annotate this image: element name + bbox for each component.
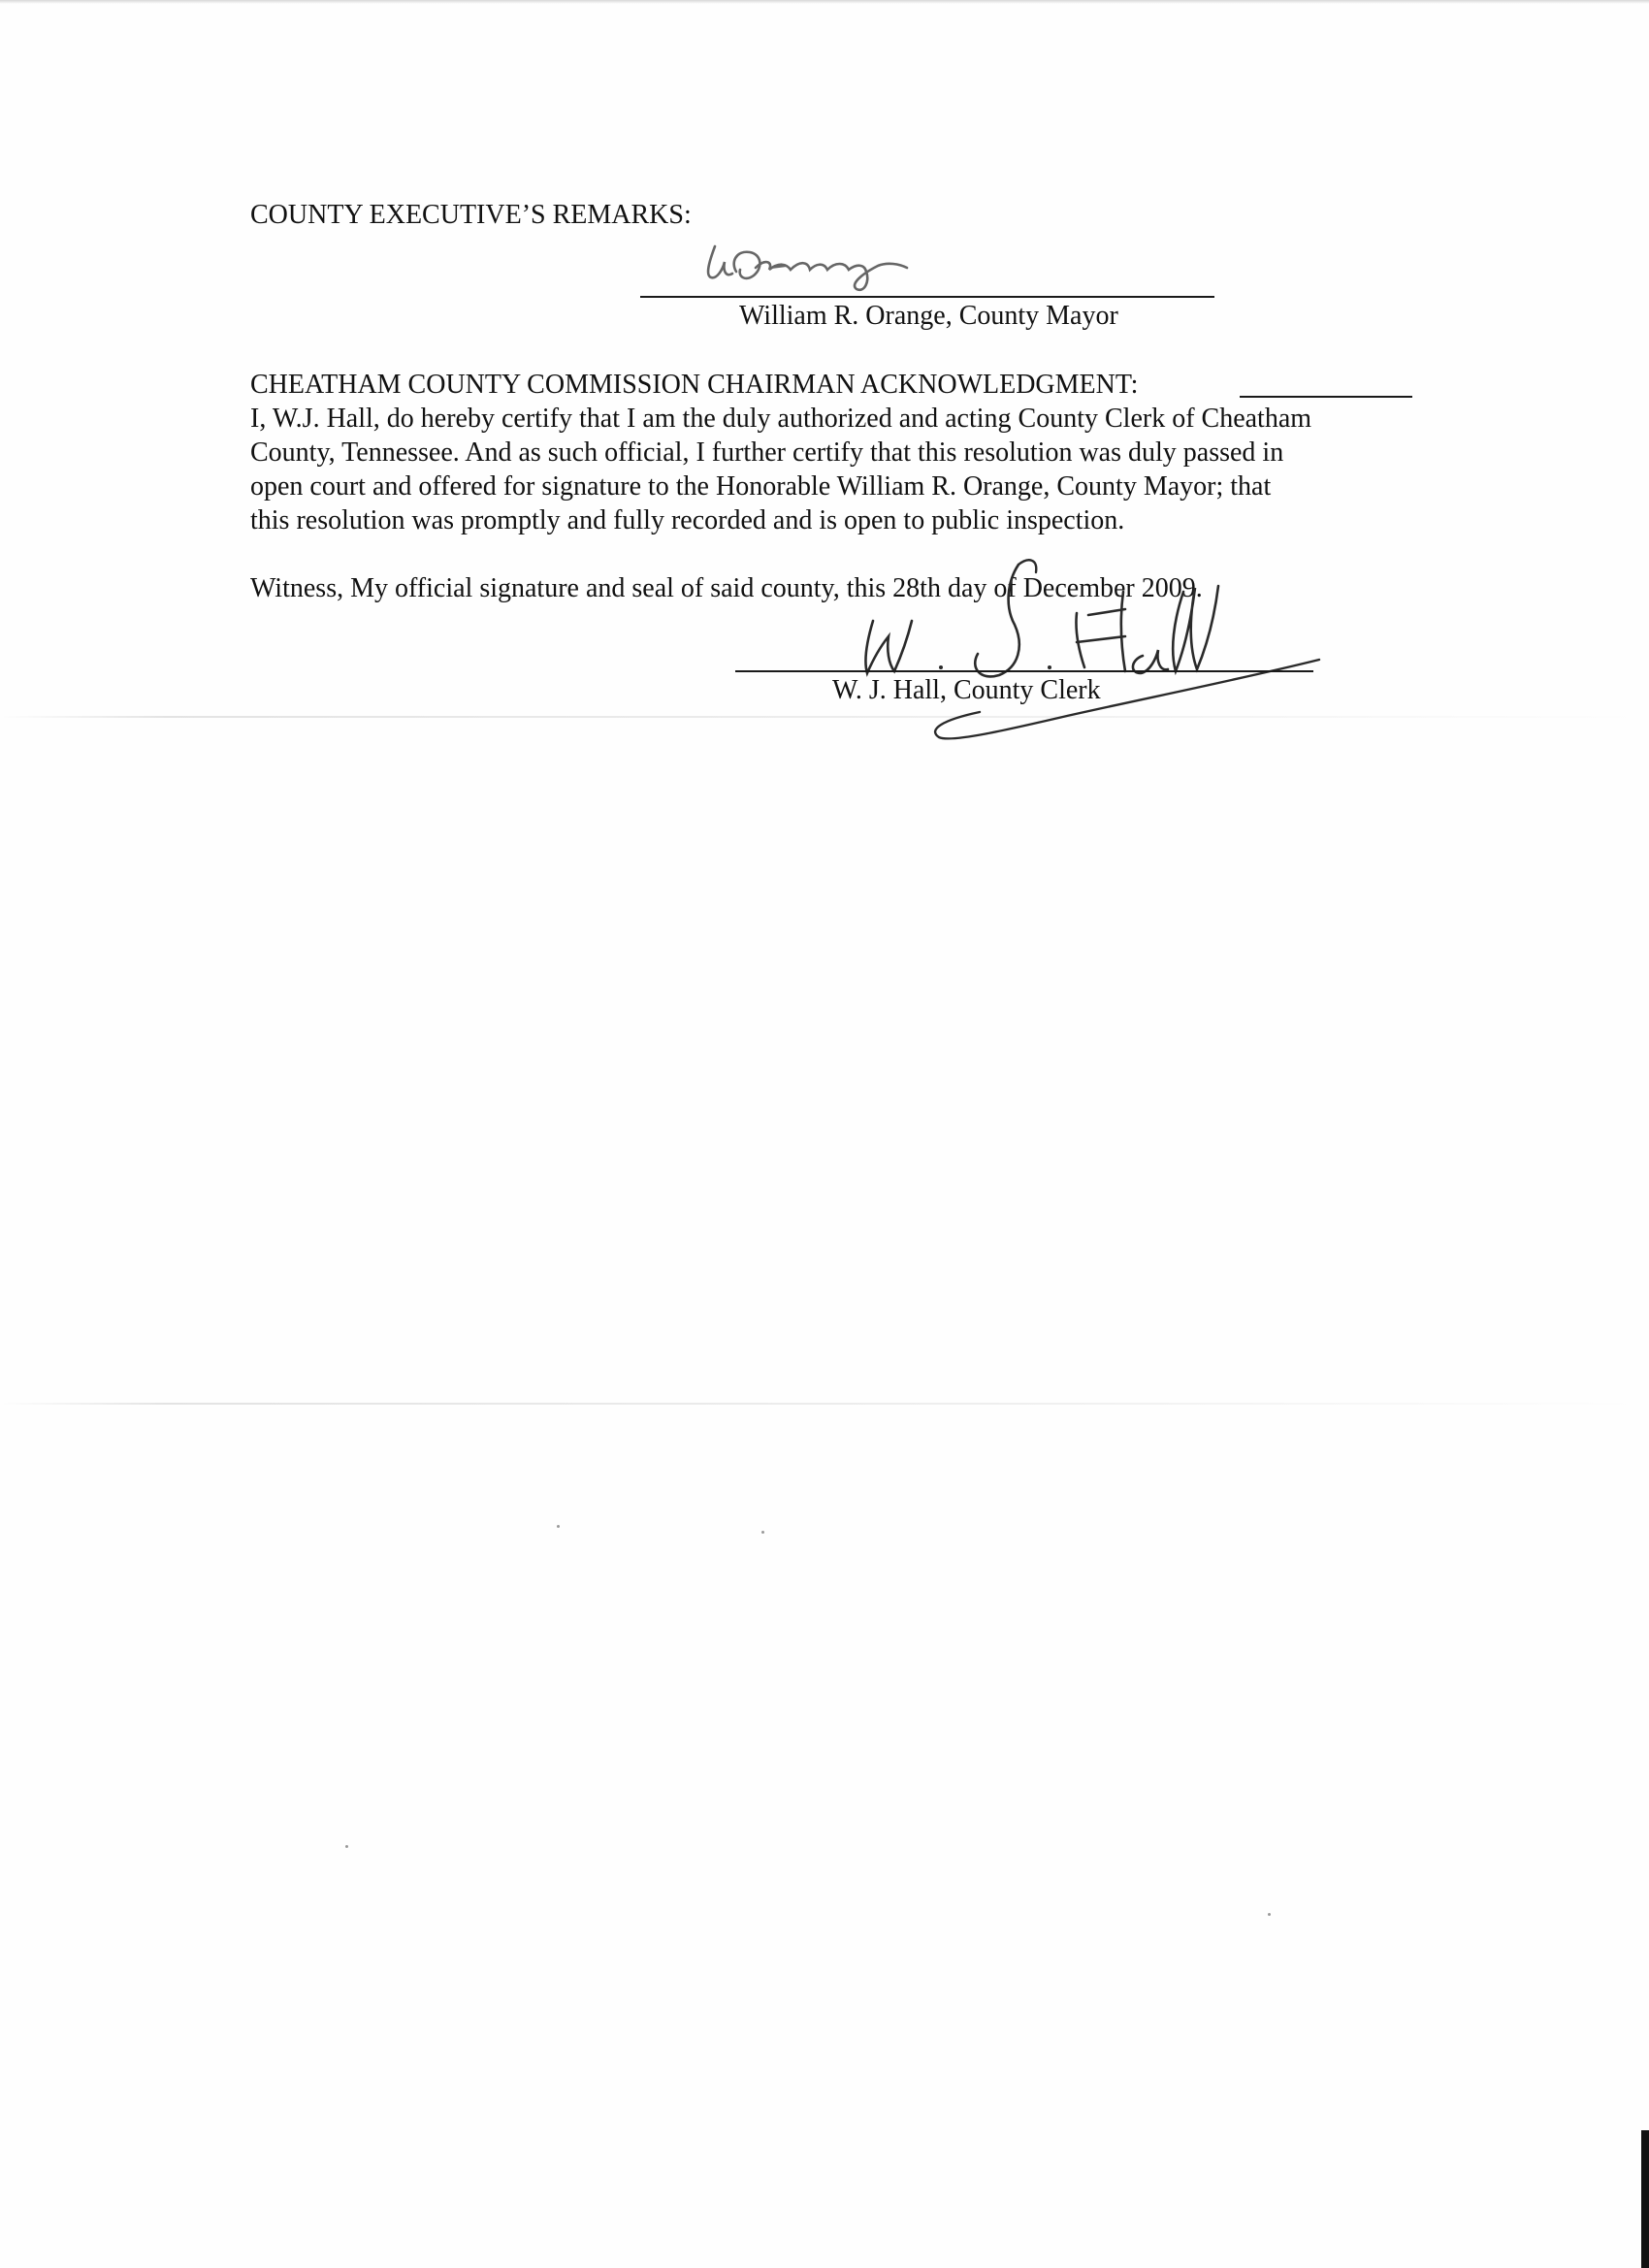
witness-statement: Witness, My official signature and seal of said county, this 28th day of December 2009. [250, 573, 1203, 603]
clerk-signature-line [735, 670, 1313, 672]
clerk-signature [834, 553, 1339, 757]
acknowledgment-blank-line [1240, 396, 1412, 398]
mayor-signature-line [640, 296, 1214, 298]
clerk-caption: W. J. Hall, County Clerk [832, 675, 1101, 705]
scan-speck [345, 1845, 348, 1848]
scan-edge [0, 0, 1649, 4]
mayor-signature [694, 233, 965, 310]
acknowledgment-line: I, W.J. Hall, do hereby certify that I am the duly authorized and acting County Clerk of Cheatham [250, 404, 1312, 434]
mayor-caption: William R. Orange, County Mayor [739, 301, 1118, 331]
scan-speck [557, 1525, 560, 1528]
acknowledgment-line: this resolution was promptly and fully recorded and is open to public inspection. [250, 505, 1125, 535]
acknowledgment-heading: CHEATHAM COUNTY COMMISSION CHAIRMAN ACKNOWLEDGMENT: [250, 370, 1139, 400]
acknowledgment-line: open court and offered for signature to the Honorable William R. Orange, County Mayor; that [250, 471, 1272, 502]
scan-speck [761, 1531, 764, 1534]
scan-edge-mark [1641, 2130, 1649, 2268]
scan-speck [1268, 1913, 1271, 1916]
acknowledgment-line: County, Tennessee. And as such official, I further certify that this resolution was duly passed in [250, 437, 1284, 468]
paper-fold-line [0, 1403, 1649, 1405]
remarks-heading: COUNTY EXECUTIVE’S REMARKS: [250, 200, 692, 230]
paper-fold-line [0, 716, 1649, 718]
